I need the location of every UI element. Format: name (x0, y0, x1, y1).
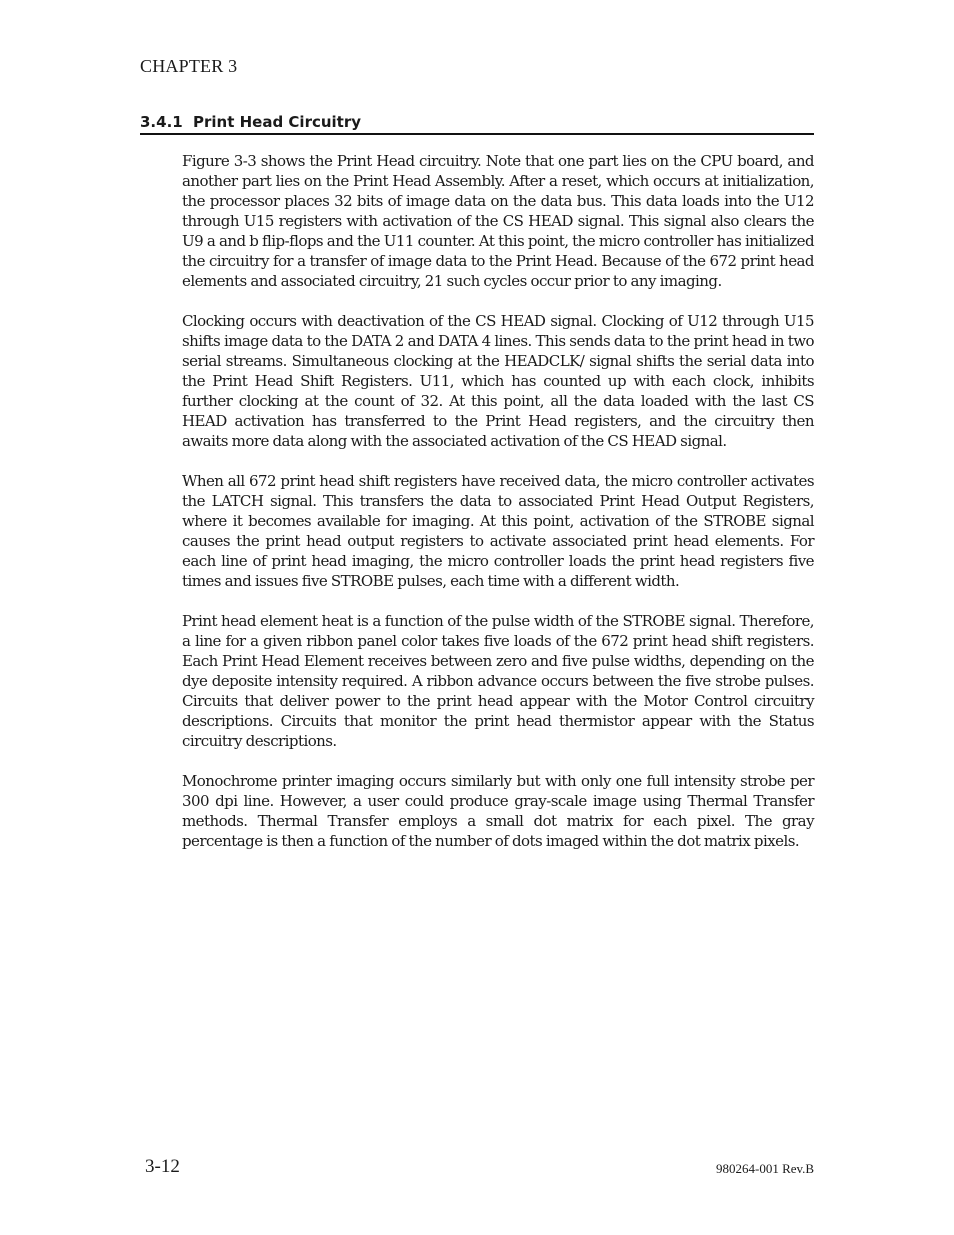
paragraph: When all 672 print head shift registers have received data, the micro controller activates the LATCH signal. This transfers the data to associated Print Head Output Registers, where it becomes available for imaging. At this point, activation of the STROBE signal causes the print head output registers to activate associated print head elements. For each line of print head imaging, the micro controller loads the print head registers five times and issues five STROBE pulses, each time with a different width. (182, 472, 814, 590)
section-heading (140, 113, 814, 135)
section-number: 3.4.1 (140, 113, 183, 131)
paragraph: Monochrome printer imaging occurs similarly but with only one full intensity strobe per 300 dpi line. However, a user could produce gray-scale image using Thermal Transfer methods. Thermal Transfer employs a small dot matrix for each pixel. The gray percentage is then a function of the number of dots imaged within the dot matrix pixels. (182, 772, 814, 850)
chapter-header: CHAPTER 3 (140, 56, 238, 76)
paragraph: Print head element heat is a function of the pulse width of the STROBE signal. Therefore, a line for a given ribbon panel color takes five loads of the 672 print head shift registers. Each Print Head Element receives between zero and five pulse widths, depending on the dye deposite intensity required. A ribbon advance occurs between the five strobe pulses. Circuits that deliver power to the print head appear with the Motor Control circuitry descriptions. Circuits that monitor the print head thermistor appear with the Status circuitry descriptions. (182, 612, 814, 750)
document-id: 980264-001 Rev.B (716, 1161, 815, 1176)
section-title: Print Head Circuitry (193, 113, 362, 131)
body-text (182, 151, 814, 871)
paragraph: Figure 3-3 shows the Print Head circuitry. Note that one part lies on the CPU board, and another part lies on the Print Head Assembly. After a reset, which occurs at initialization, the processor places 32 bits of image data on the data bus. This data loads into the U12 through U15 registers with activation of the CS HEAD signal. This signal also clears the U9 a and b flip-flops and the U11 counter. At this point, the micro controller has initialized the circuitry for a transfer of image data to the Print Head. Because of the 672 print head elements and associated circuitry, 21 such cycles occur prior to any imaging. (182, 152, 814, 290)
page-number: 3-12 (145, 1156, 180, 1177)
paragraph: Clocking occurs with deactivation of the CS HEAD signal. Clocking of U12 through U15 shifts image data to the DATA 2 and DATA 4 lines. This sends data to the print head in two serial streams. Simultaneous clocking at the HEADCLK/ signal shifts the serial data into the Print Head Shift Registers. U11, which has counted up with each clock, inhibits further clocking at the count of 32. At this point, all the data loaded with the last CS HEAD activation has transferred to the Print Head registers, and the circuitry then awaits more data along with the associated activation of the CS HEAD signal. (182, 312, 814, 450)
